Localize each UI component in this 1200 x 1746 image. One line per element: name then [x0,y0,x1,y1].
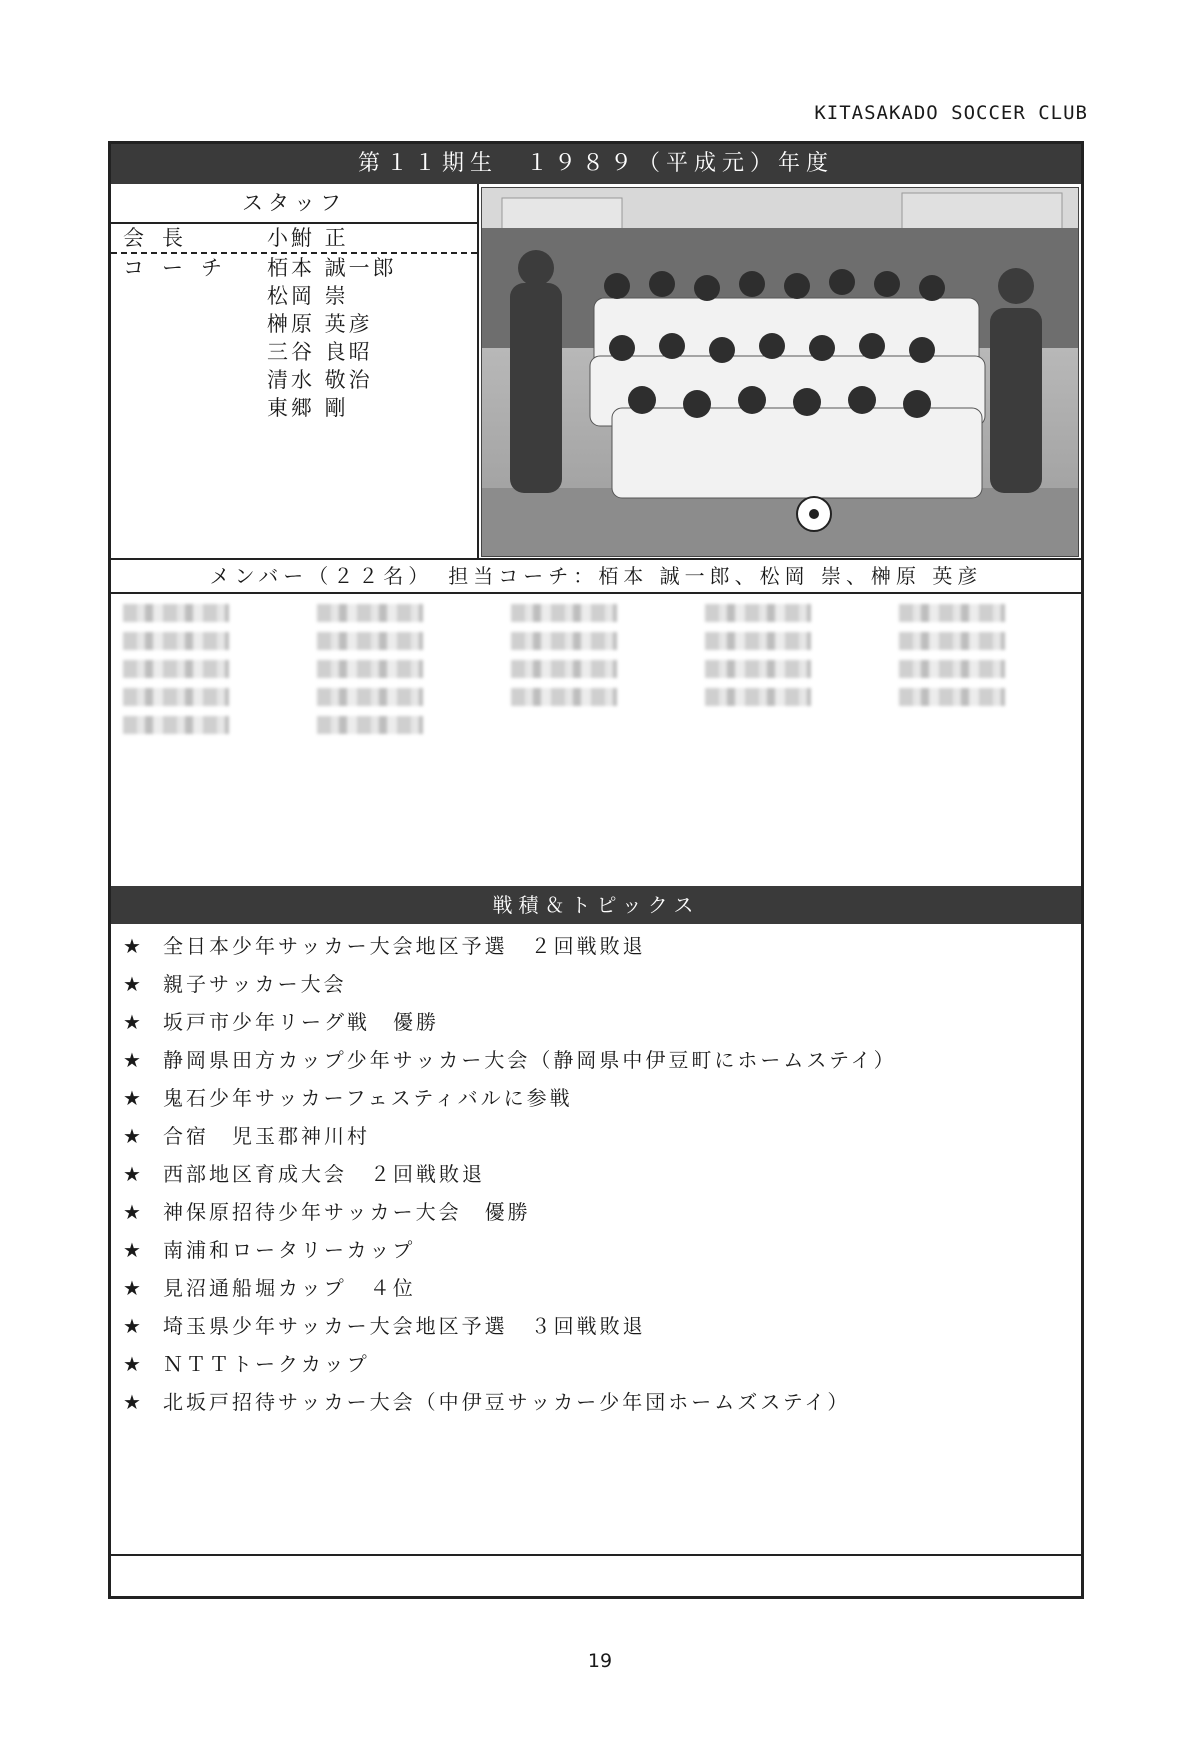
topic-item [123,1310,646,1339]
topic-item [123,1158,485,1187]
members-list [111,594,1081,886]
topic-text: 神保原招待少年サッカー大会 優勝 [163,1200,531,1224]
member-name-redacted [705,660,811,678]
member-name-redacted [317,716,423,734]
topic-text: 坂戸市少年リーグ戦 優勝 [163,1010,439,1034]
topic-text: 親子サッカー大会 [163,972,347,996]
member-name-redacted [705,632,811,650]
star-icon: ★ [123,1162,144,1186]
star-icon: ★ [123,1124,144,1148]
member-name-redacted [317,688,423,706]
member-name-redacted [123,688,229,706]
star-icon: ★ [123,1314,144,1338]
topic-text: ＮＴＴトークカップ [163,1352,370,1376]
star-icon: ★ [123,1010,144,1034]
club-name: KITASAKADO SOCCER CLUB [814,102,1088,124]
topic-item [123,1386,850,1415]
members-heading: メンバー（２２名） 担当コーチ：栢本 誠一郎、松岡 崇、榊原 英彦 [111,558,1081,594]
coach-role: コーチ [123,256,240,280]
coach-name: 榊原 英彦 [267,312,373,336]
member-name-redacted [511,632,617,650]
member-name-redacted [899,604,1005,622]
member-name-redacted [899,632,1005,650]
president-role: 会長 [123,226,201,250]
member-name-redacted [317,632,423,650]
coach-row [111,254,477,282]
member-name-redacted [511,688,617,706]
coach-name: 栢本 誠一郎 [267,256,397,280]
member-name-redacted [123,632,229,650]
team-photo [481,187,1079,557]
star-icon: ★ [123,1048,144,1072]
staff-heading: スタッフ [111,184,477,224]
topic-text: 全日本少年サッカー大会地区予選 ２回戦敗退 [163,934,646,958]
page-title: 第１１期生 １９８９（平成元）年度 [111,144,1081,184]
coach-name: 東郷 剛 [267,396,349,420]
president-name: 小鮒 正 [267,226,349,250]
star-icon: ★ [123,1276,144,1300]
coach-name: 三谷 良昭 [267,340,373,364]
coach-row [111,394,477,422]
member-name-redacted [317,604,423,622]
topic-item [123,968,347,997]
topic-text: 見沼通船堀カップ ４位 [163,1276,416,1300]
topic-item [123,1272,416,1301]
topic-text: 埼玉県少年サッカー大会地区予選 ３回戦敗退 [163,1314,646,1338]
member-name-redacted [899,660,1005,678]
topic-text: 静岡県田方カップ少年サッカー大会（静岡県中伊豆町にホームステイ） [163,1048,897,1072]
topic-item [123,930,646,959]
coach-row [111,282,477,310]
topic-text: 西部地区育成大会 ２回戦敗退 [163,1162,485,1186]
topic-item [123,1348,370,1377]
page-frame [108,141,1084,1599]
member-name-redacted [511,660,617,678]
coach-name: 松岡 崇 [267,284,349,308]
footer-divider [111,1554,1081,1556]
topic-text: 南浦和ロータリーカップ [163,1238,416,1262]
member-name-redacted [123,660,229,678]
topics-list [111,924,1081,1554]
staff-section [111,184,479,558]
member-name-redacted [899,688,1005,706]
coach-row [111,366,477,394]
topic-item [123,1044,897,1073]
page-number: 19 [587,1650,613,1672]
topics-heading: 戦積＆トピックス [111,886,1081,924]
star-icon: ★ [123,1086,144,1110]
team-photo-image [482,188,1078,556]
member-name-redacted [705,604,811,622]
member-name-redacted [123,716,229,734]
star-icon: ★ [123,934,144,958]
star-icon: ★ [123,972,144,996]
member-name-redacted [317,660,423,678]
star-icon: ★ [123,1390,144,1414]
member-name-redacted [705,688,811,706]
president-row [111,224,477,254]
star-icon: ★ [123,1200,144,1224]
coach-row [111,338,477,366]
topic-text: 合宿 児玉郡神川村 [163,1124,370,1148]
member-name-redacted [123,604,229,622]
topic-item [123,1082,573,1111]
star-icon: ★ [123,1352,144,1376]
coach-row [111,310,477,338]
star-icon: ★ [123,1238,144,1262]
topic-item [123,1120,370,1149]
topic-item [123,1234,415,1263]
topic-item [123,1006,439,1035]
member-name-redacted [511,604,617,622]
topic-text: 北坂戸招待サッカー大会（中伊豆サッカー少年団ホームズステイ） [163,1390,851,1414]
coach-name: 清水 敬治 [267,368,373,392]
topic-text: 鬼石少年サッカーフェスティバルに参戦 [163,1086,573,1110]
topic-item [123,1196,531,1225]
